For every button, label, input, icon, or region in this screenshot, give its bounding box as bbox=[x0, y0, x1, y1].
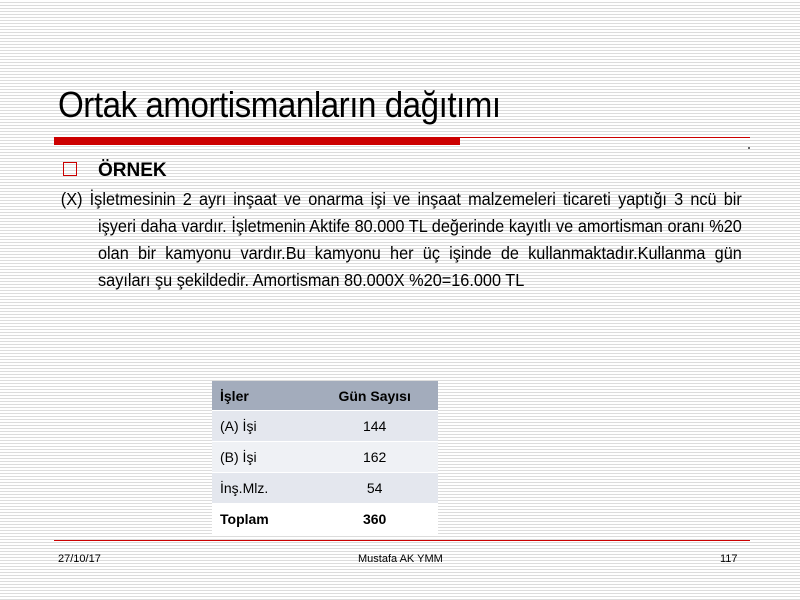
table-cell-job: (A) İşi bbox=[212, 411, 311, 442]
table-total-label: Toplam bbox=[212, 504, 311, 535]
table-row bbox=[212, 473, 438, 504]
hollow-square-bullet-icon bbox=[63, 162, 77, 176]
table-header-days: Gün Sayısı bbox=[311, 381, 438, 411]
slide-title: Ortak amortismanların dağıtımı bbox=[58, 84, 501, 125]
title-rule-thick bbox=[54, 138, 460, 145]
table-cell-job: İnş.Mlz. bbox=[212, 473, 311, 504]
footer-author: Mustafa AK YMM bbox=[358, 553, 443, 565]
work-days-table bbox=[212, 381, 438, 535]
table-cell-days: 144 bbox=[311, 411, 438, 442]
example-paragraph-text: (X) İşletmesinin 2 ayrı inşaat ve onarma işi ve inşaat malzemeleri ticareti yaptığı 3 ncü bir işyeri daha vardır. İşletmenin Aktife 80.000 TL değerinde kayıtlı ve amortisman oranı %20 olan bir kamyonu vardır.Bu kamyonu her üç işinde de kullanmaktadır.Kullanma gün sayıları şu şekildedir. Amortisman 80.000X %20=16.000 TL bbox=[60, 189, 742, 290]
table-total-value: 360 bbox=[311, 504, 438, 535]
table-cell-job: (B) İşi bbox=[212, 442, 311, 473]
table-total-row bbox=[212, 504, 438, 535]
table-header-jobs: İşler bbox=[212, 381, 311, 411]
title-rule-dot bbox=[748, 147, 750, 149]
footer-rule bbox=[54, 540, 750, 541]
table-row bbox=[212, 442, 438, 473]
table-cell-days: 54 bbox=[311, 473, 438, 504]
table-row bbox=[212, 411, 438, 442]
example-paragraph bbox=[58, 186, 742, 294]
example-heading: ÖRNEK bbox=[98, 160, 167, 181]
table-header-row bbox=[212, 381, 438, 411]
footer-date: 27/10/17 bbox=[58, 553, 101, 565]
table-cell-days: 162 bbox=[311, 442, 438, 473]
footer-page-number: 117 bbox=[720, 553, 738, 565]
